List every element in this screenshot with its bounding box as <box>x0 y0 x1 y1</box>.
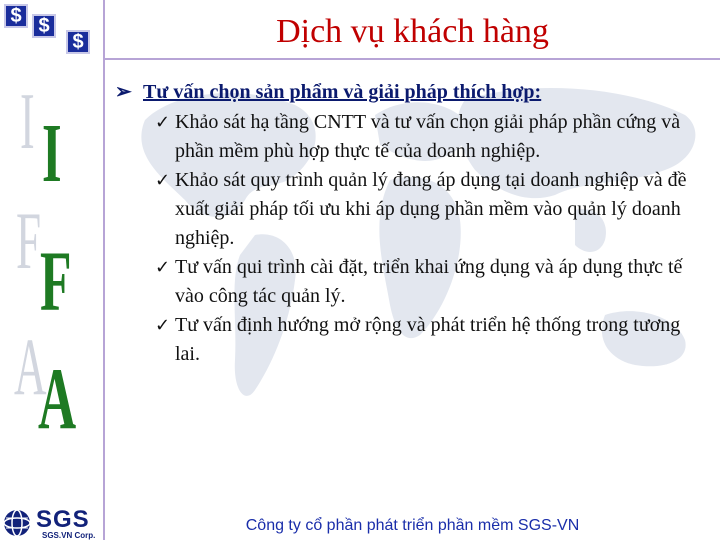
horizontal-divider <box>103 58 720 60</box>
sgs-logo-subtitle: SGS.VN Corp. <box>42 531 96 540</box>
ifa-letter: F <box>40 233 72 329</box>
ifa-letter: A <box>38 351 77 448</box>
ifa-letter-ghost: F <box>16 195 42 286</box>
dollar-icon: $ <box>4 4 28 28</box>
dollar-icon: $ <box>66 30 90 54</box>
ifa-letter-ghost: I <box>20 78 35 166</box>
check-icon: ✓ <box>155 257 171 278</box>
section-heading-text: Tư vấn chọn sản phẩm và giải pháp thích hợp: <box>143 81 542 103</box>
list-item <box>115 108 710 166</box>
check-icon: ✓ <box>155 112 171 133</box>
vertical-divider <box>103 0 105 540</box>
list-item-text: Tư vấn qui trình cài đặt, triển khai ứng dụng và áp dụng thực tế vào công tác quản lý. <box>175 256 683 307</box>
sgs-logo-text: SGS <box>36 506 90 533</box>
list-item <box>115 166 710 253</box>
ifa-letter-ghost: A <box>14 321 47 412</box>
list-item-text: Tư vấn định hướng mở rộng và phát triển hệ thống trong tương lai. <box>175 314 681 365</box>
list-item <box>115 311 710 369</box>
dollar-logo <box>0 0 100 60</box>
list-item <box>115 253 710 311</box>
sgs-logo <box>2 506 102 540</box>
footer-company-name: Công ty cổ phần phát triển phần mềm SGS-VN <box>245 517 580 534</box>
check-icon: ✓ <box>155 170 171 191</box>
list-item-text: Khảo sát quy trình quản lý đang áp dụng tại doanh nghiệp và đề xuất giải pháp tối ưu khi áp dụng phần mềm vào quản lý doanh nghiệp. <box>175 169 687 249</box>
dollar-icon: $ <box>32 14 56 38</box>
ifa-letter: I <box>42 107 62 200</box>
slide-title: Dịch vụ khách hàng <box>276 13 549 50</box>
section-heading <box>115 78 710 106</box>
globe-icon <box>2 508 32 538</box>
list-item-text: Khảo sát hạ tầng CNTT và tư vấn chọn giải pháp phần cứng và phần mềm phù hợp thực tế của doanh nghiệp. <box>175 111 681 162</box>
arrow-bullet-icon: ➢ <box>115 81 132 103</box>
slide-content <box>115 78 710 369</box>
check-icon: ✓ <box>155 315 171 336</box>
